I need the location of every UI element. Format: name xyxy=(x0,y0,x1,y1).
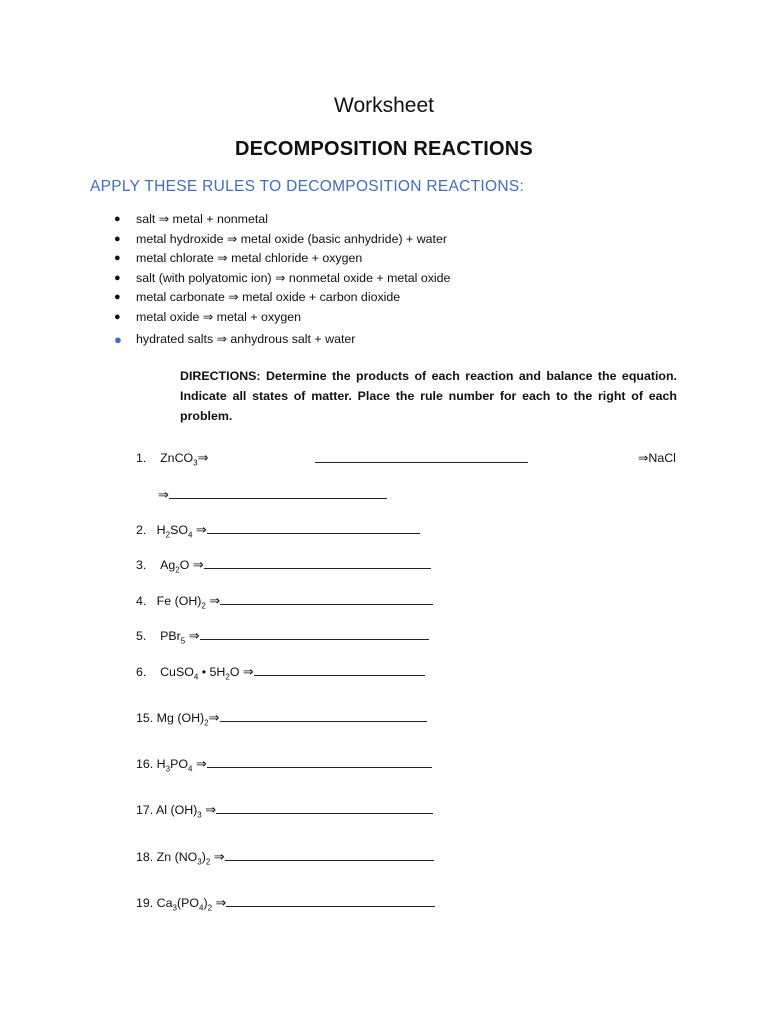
directions-text: Determine the products of each reaction and balance the equation. Indicate all states of matter. Place the rule number for each to the right of each problem. xyxy=(180,369,677,423)
problem-4[interactable]: 4. Fe $(OH)_2$ ⇒ xyxy=(136,592,433,610)
problem-1: 1. ZnCO$_3$⇒ xyxy=(136,450,209,468)
problem-5[interactable]: 5. PBr$_5$ ⇒ xyxy=(136,627,429,645)
problem-3[interactable]: 3. $Ag_2O$ ⇒ xyxy=(136,556,431,574)
problem-15[interactable]: 15. Mg $(OH)_2\Rightarrow$ xyxy=(136,709,427,727)
rule-item: ● metal hydroxide ⇒ metal oxide (basic anhydride) + water xyxy=(114,230,450,250)
problem-number: 3. xyxy=(136,558,147,572)
answer-line-1b[interactable]: ⇒ xyxy=(158,486,387,503)
directions-label: DIRECTIONS: xyxy=(180,369,261,383)
bullet-icon: ● xyxy=(114,271,121,284)
problem-number: 4. xyxy=(136,594,147,608)
problem-16[interactable]: 16. $H_3PO_4$ ⇒ xyxy=(136,755,432,773)
bullet-icon: ● xyxy=(114,232,121,245)
rule-item: ● metal oxide ⇒ metal + oxygen xyxy=(114,308,450,328)
problem-number: 18. xyxy=(136,850,154,864)
problem-18[interactable]: 18. Zn $(NO_3)_2$ ⇒ xyxy=(136,848,434,866)
directions xyxy=(180,366,677,426)
rule-item: ● hydrated salts ⇒ anhydrous salt + water xyxy=(114,330,450,350)
rules-heading: APPLY THESE RULES TO DECOMPOSITION REACTIONS: xyxy=(90,178,525,195)
bullet-icon: ● xyxy=(114,291,121,303)
rule-item: ● metal chlorate ⇒ metal chloride + oxygen xyxy=(114,249,450,269)
answer-blank-1[interactable] xyxy=(315,450,528,466)
rule-item: ● salt ⇒ metal + nonmetal xyxy=(114,210,450,230)
bullet-icon: ● xyxy=(114,332,122,347)
bullet-icon: ● xyxy=(114,310,121,323)
rule-item: ● salt (with polyatomic ion) ⇒ nonmetal oxide + metal oxide xyxy=(114,269,450,289)
bullet-icon: ● xyxy=(114,252,121,264)
problem-number: 6. xyxy=(136,665,147,679)
problem-number: 19. xyxy=(136,896,154,910)
problem-2[interactable]: 2. $H_2SO_4$ ⇒ xyxy=(136,521,420,539)
problem-number: 15. xyxy=(136,711,154,725)
rule-item: ● metal carbonate ⇒ metal oxide + carbon dioxide xyxy=(114,288,450,308)
problem-number: 1. xyxy=(136,451,147,465)
problem-6[interactable]: 6. CuSO$_4$ • $5H_2O$ ⇒ xyxy=(136,663,425,681)
problem-number: 2. xyxy=(136,523,147,537)
problem-19[interactable]: 19. $Ca_3(PO_4)_2$ ⇒ xyxy=(136,894,435,912)
problem-number: 16. xyxy=(136,757,154,771)
bullet-icon: ● xyxy=(114,213,121,225)
problem-17[interactable]: 17. Al $(OH)_3$ ⇒ xyxy=(136,801,433,819)
problem-number: 5. xyxy=(136,629,147,643)
page-subtitle: DECOMPOSITION REACTIONS xyxy=(235,138,533,160)
problem-1-extra: ⇒NaCl xyxy=(638,451,676,465)
page-title: Worksheet xyxy=(334,94,434,117)
problem-number: 17. xyxy=(136,803,154,817)
rules-list xyxy=(114,210,450,350)
